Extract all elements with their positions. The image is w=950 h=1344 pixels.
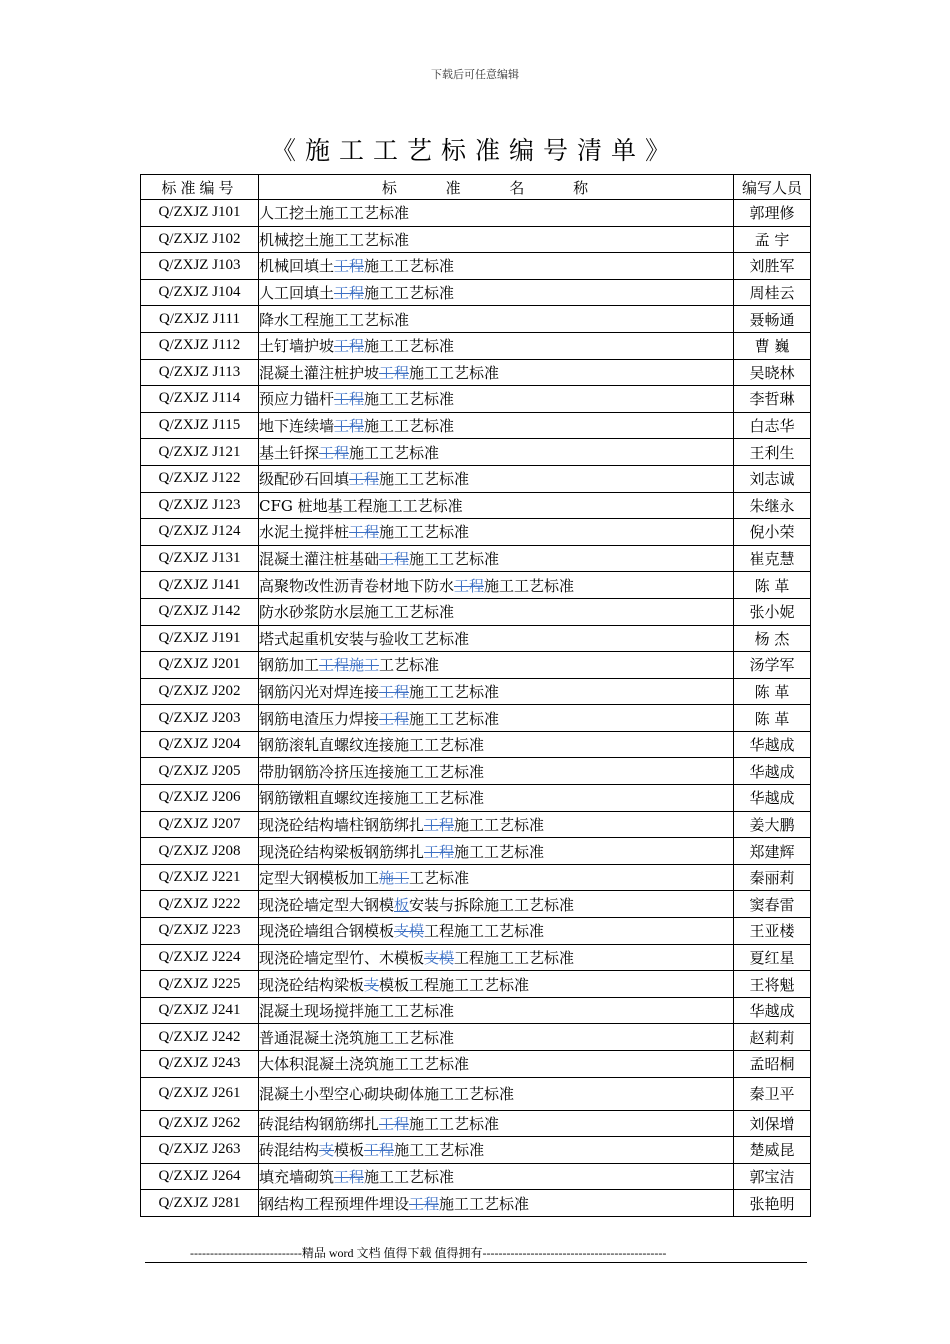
table-row <box>141 1137 811 1164</box>
table-row <box>141 439 811 466</box>
name-text: 模板 <box>334 1141 365 1160</box>
standard-name-cell <box>259 971 734 998</box>
author-cell: 刘志诚 <box>734 465 811 492</box>
deleted-text: 工程施工 <box>319 656 380 675</box>
deleted-text: 工程 <box>424 842 455 861</box>
table-row <box>141 519 811 546</box>
name-text: 施工工艺标准 <box>364 284 455 303</box>
standard-name-cell <box>259 598 734 625</box>
standard-code-cell: Q/ZXJZ J242 <box>141 1024 259 1051</box>
name-text: 定型大钢模板加工 <box>259 869 380 888</box>
name-text: 工程施工工艺标准 <box>424 922 545 941</box>
author-cell: 郭理修 <box>734 200 811 227</box>
table-row <box>141 412 811 439</box>
table-row <box>141 598 811 625</box>
standard-code-cell: Q/ZXJZ J114 <box>141 386 259 413</box>
table-header-row <box>141 175 811 200</box>
table-row <box>141 253 811 280</box>
standard-name-cell <box>259 306 734 333</box>
name-text: 钢筋电渣压力焊接 <box>259 709 380 728</box>
standard-code-cell: Q/ZXJZ J121 <box>141 439 259 466</box>
footer-divider <box>145 1262 807 1263</box>
name-text: 混凝土灌注桩基础 <box>259 550 380 569</box>
standard-name-cell <box>259 918 734 945</box>
name-text: 施工工艺标准 <box>484 576 575 595</box>
name-text: 机械挖土施工工艺标准 <box>259 230 410 249</box>
author-cell: 华越成 <box>734 758 811 785</box>
standard-name-cell <box>259 1024 734 1051</box>
standard-name-cell <box>259 678 734 705</box>
table-row <box>141 279 811 306</box>
name-text: 现浇砼结构梁板 <box>259 975 365 994</box>
standard-code-cell: Q/ZXJZ J131 <box>141 545 259 572</box>
table-row <box>141 572 811 599</box>
standard-code-cell: Q/ZXJZ J261 <box>141 1077 259 1110</box>
standard-code-cell: Q/ZXJZ J123 <box>141 492 259 519</box>
standard-code-cell: Q/ZXJZ J243 <box>141 1051 259 1078</box>
table-row <box>141 625 811 652</box>
table-row <box>141 1110 811 1137</box>
author-cell: 陈 革 <box>734 678 811 705</box>
column-header-name: 标 准 名 称 <box>259 175 734 200</box>
name-text: 施工工艺标准 <box>409 550 500 569</box>
name-text: 砖混结构钢筋绑扎 <box>259 1114 380 1133</box>
standard-code-cell: Q/ZXJZ J204 <box>141 731 259 758</box>
standard-code-cell: Q/ZXJZ J141 <box>141 572 259 599</box>
standard-code-cell: Q/ZXJZ J263 <box>141 1137 259 1164</box>
table-body <box>141 200 811 1217</box>
author-cell: 孟 宇 <box>734 226 811 253</box>
standard-name-cell <box>259 1163 734 1190</box>
name-text: 大体积混凝土浇筑施工工艺标准 <box>259 1055 470 1074</box>
name-text: 机械回填土 <box>259 257 335 276</box>
table-row <box>141 785 811 812</box>
author-cell: 楚威昆 <box>734 1137 811 1164</box>
name-text: CFG 桩地基工程施工工艺标准 <box>259 496 463 515</box>
table-row <box>141 306 811 333</box>
name-text: 施工工艺标准 <box>364 417 455 436</box>
deleted-text: 工程 <box>349 523 380 542</box>
name-text: 施工工艺标准 <box>364 1168 455 1187</box>
deleted-text: 工程 <box>409 1194 440 1213</box>
table-row <box>141 492 811 519</box>
name-text: 现浇砼结构梁板钢筋绑扎 <box>259 842 425 861</box>
table-row <box>141 971 811 998</box>
author-cell: 张艳明 <box>734 1190 811 1217</box>
standard-code-cell: Q/ZXJZ J142 <box>141 598 259 625</box>
name-text: 现浇砼墙组合钢模板 <box>259 922 395 941</box>
author-cell: 秦丽莉 <box>734 864 811 891</box>
standard-name-cell <box>259 864 734 891</box>
table-row <box>141 864 811 891</box>
author-cell: 杨 杰 <box>734 625 811 652</box>
author-cell: 白志华 <box>734 412 811 439</box>
standard-code-cell: Q/ZXJZ J264 <box>141 1163 259 1190</box>
name-text: 模板工程施工工艺标准 <box>379 975 530 994</box>
standard-name-cell <box>259 1077 734 1110</box>
standards-table <box>140 174 811 1217</box>
author-cell: 陈 革 <box>734 572 811 599</box>
table-row <box>141 1024 811 1051</box>
standard-name-cell <box>259 1137 734 1164</box>
deleted-text: 工程 <box>334 417 365 436</box>
name-text: 现浇砼结构墙柱钢筋绑扎 <box>259 815 425 834</box>
author-cell: 王亚楼 <box>734 918 811 945</box>
name-text: 混凝土现场搅拌施工工艺标准 <box>259 1002 455 1021</box>
standard-code-cell: Q/ZXJZ J122 <box>141 465 259 492</box>
table-row <box>141 1077 811 1110</box>
name-text: 施工工艺标准 <box>439 1194 530 1213</box>
name-text: 混凝土小型空心砌块砌体施工工艺标准 <box>259 1085 515 1104</box>
author-cell: 崔克慧 <box>734 545 811 572</box>
table-row <box>141 465 811 492</box>
name-text: 预应力锚杆 <box>259 390 335 409</box>
standard-name-cell <box>259 386 734 413</box>
name-text: 钢筋镦粗直螺纹连接施工工艺标准 <box>259 789 485 808</box>
standard-name-cell <box>259 758 734 785</box>
author-cell: 吴晓林 <box>734 359 811 386</box>
name-text: 施工工艺标准 <box>349 443 440 462</box>
standard-code-cell: Q/ZXJZ J202 <box>141 678 259 705</box>
deleted-text: 工程 <box>379 682 410 701</box>
author-cell: 赵莉莉 <box>734 1024 811 1051</box>
standard-code-cell: Q/ZXJZ J101 <box>141 200 259 227</box>
standard-code-cell: Q/ZXJZ J102 <box>141 226 259 253</box>
inserted-text: 板 <box>394 895 410 914</box>
name-text: 人工挖土施工工艺标准 <box>259 204 410 223</box>
standard-name-cell <box>259 279 734 306</box>
author-cell: 王利生 <box>734 439 811 466</box>
standard-name-cell <box>259 625 734 652</box>
standard-code-cell: Q/ZXJZ J221 <box>141 864 259 891</box>
standard-name-cell <box>259 944 734 971</box>
name-text: 施工工艺标准 <box>364 390 455 409</box>
author-cell: 华越成 <box>734 997 811 1024</box>
deleted-text: 工程 <box>319 443 350 462</box>
name-text: 普通混凝土浇筑施工工艺标准 <box>259 1028 455 1047</box>
standard-name-cell <box>259 412 734 439</box>
table-row <box>141 200 811 227</box>
standard-code-cell: Q/ZXJZ J191 <box>141 625 259 652</box>
standard-code-cell: Q/ZXJZ J281 <box>141 1190 259 1217</box>
standard-code-cell: Q/ZXJZ J262 <box>141 1110 259 1137</box>
standard-code-cell: Q/ZXJZ J205 <box>141 758 259 785</box>
name-text: 施工工艺标准 <box>409 1114 500 1133</box>
name-text: 工艺标准 <box>379 656 440 675</box>
standard-name-cell <box>259 1051 734 1078</box>
header-note: 下载后可任意编辑 <box>431 68 519 81</box>
standard-name-cell <box>259 359 734 386</box>
standard-name-cell <box>259 705 734 732</box>
name-text: 带肋钢筋冷挤压连接施工工艺标准 <box>259 762 485 781</box>
standard-code-cell: Q/ZXJZ J201 <box>141 652 259 679</box>
footer-text: ----------------------------精品 word 文档 值得下载 值得拥有---------------------------------------------- <box>190 1246 667 1260</box>
deleted-text: 工程 <box>424 815 455 834</box>
table-row <box>141 731 811 758</box>
name-text: 施工工艺标准 <box>394 1141 485 1160</box>
deleted-text: 工程 <box>379 550 410 569</box>
name-text: 施工工艺标准 <box>379 523 470 542</box>
author-cell: 郑建辉 <box>734 838 811 865</box>
standard-name-cell <box>259 652 734 679</box>
name-text: 施工工艺标准 <box>364 257 455 276</box>
standard-code-cell: Q/ZXJZ J124 <box>141 519 259 546</box>
standard-code-cell: Q/ZXJZ J207 <box>141 811 259 838</box>
standard-name-cell <box>259 572 734 599</box>
standard-code-cell: Q/ZXJZ J225 <box>141 971 259 998</box>
author-cell: 王将魁 <box>734 971 811 998</box>
table-row <box>141 386 811 413</box>
standard-name-cell <box>259 332 734 359</box>
name-text: 防水砂浆防水层施工工艺标准 <box>259 603 455 622</box>
deleted-text: 工程 <box>334 1168 365 1187</box>
standard-name-cell <box>259 1110 734 1137</box>
deleted-text: 工程 <box>334 257 365 276</box>
standard-name-cell <box>259 465 734 492</box>
deleted-text: 工程 <box>349 470 380 489</box>
table-row <box>141 652 811 679</box>
standard-name-cell <box>259 439 734 466</box>
author-cell: 秦卫平 <box>734 1077 811 1110</box>
table-row <box>141 1051 811 1078</box>
name-text: 现浇砼墙定型竹、木模板 <box>259 948 425 967</box>
author-cell: 聂畅通 <box>734 306 811 333</box>
standard-code-cell: Q/ZXJZ J223 <box>141 918 259 945</box>
name-text: 塔式起重机安装与验收工艺标准 <box>259 629 470 648</box>
deleted-text: 施工 <box>379 869 410 888</box>
deleted-text: 支模 <box>394 922 425 941</box>
standard-code-cell: Q/ZXJZ J112 <box>141 332 259 359</box>
name-text: 施工工艺标准 <box>454 815 545 834</box>
table-row <box>141 1163 811 1190</box>
table-row <box>141 838 811 865</box>
deleted-text: 工程 <box>379 1114 410 1133</box>
name-text: 高聚物改性沥青卷材地下防水 <box>259 576 455 595</box>
name-text: 施工工艺标准 <box>409 363 500 382</box>
table-row <box>141 1190 811 1217</box>
name-text: 工艺标准 <box>409 869 470 888</box>
deleted-text: 工程 <box>379 709 410 728</box>
author-cell: 孟昭桐 <box>734 1051 811 1078</box>
standard-name-cell <box>259 997 734 1024</box>
name-text: 人工回填土 <box>259 284 335 303</box>
deleted-text: 工程 <box>364 1141 395 1160</box>
deleted-text: 工程 <box>334 284 365 303</box>
author-cell: 郭宝洁 <box>734 1163 811 1190</box>
standard-name-cell <box>259 731 734 758</box>
name-text: 钢筋闪光对焊连接 <box>259 682 380 701</box>
name-text: 施工工艺标准 <box>409 682 500 701</box>
deleted-text: 工程 <box>334 337 365 356</box>
name-text: 安装与拆除施工工艺标准 <box>409 895 575 914</box>
author-cell: 倪小荣 <box>734 519 811 546</box>
deleted-text: 工程 <box>454 576 485 595</box>
name-text: 钢筋滚轧直螺纹连接施工工艺标准 <box>259 736 485 755</box>
name-text: 钢结构工程预埋件埋设 <box>259 1194 410 1213</box>
name-text: 施工工艺标准 <box>364 337 455 356</box>
table-row <box>141 705 811 732</box>
author-cell: 华越成 <box>734 731 811 758</box>
author-cell: 曹 巍 <box>734 332 811 359</box>
author-cell: 夏红星 <box>734 944 811 971</box>
standard-code-cell: Q/ZXJZ J113 <box>141 359 259 386</box>
table-row <box>141 918 811 945</box>
standard-code-cell: Q/ZXJZ J208 <box>141 838 259 865</box>
deleted-text: 工程 <box>379 363 410 382</box>
author-cell: 陈 革 <box>734 705 811 732</box>
table-row <box>141 678 811 705</box>
name-text: 施工工艺标准 <box>379 470 470 489</box>
standard-code-cell: Q/ZXJZ J104 <box>141 279 259 306</box>
name-text: 现浇砼墙定型大钢模 <box>259 895 395 914</box>
author-cell: 周桂云 <box>734 279 811 306</box>
standard-code-cell: Q/ZXJZ J206 <box>141 785 259 812</box>
standard-code-cell: Q/ZXJZ J224 <box>141 944 259 971</box>
standard-code-cell: Q/ZXJZ J115 <box>141 412 259 439</box>
standard-name-cell <box>259 200 734 227</box>
author-cell: 张小妮 <box>734 598 811 625</box>
author-cell: 朱继永 <box>734 492 811 519</box>
table-row <box>141 758 811 785</box>
author-cell: 刘保增 <box>734 1110 811 1137</box>
standard-name-cell <box>259 545 734 572</box>
standard-name-cell <box>259 785 734 812</box>
standard-name-cell <box>259 519 734 546</box>
table-row <box>141 944 811 971</box>
standard-name-cell <box>259 811 734 838</box>
table-row <box>141 332 811 359</box>
name-text: 混凝土灌注桩护坡 <box>259 363 380 382</box>
table-row <box>141 891 811 918</box>
standard-name-cell <box>259 891 734 918</box>
name-text: 水泥土搅拌桩 <box>259 523 350 542</box>
standard-name-cell <box>259 838 734 865</box>
name-text: 施工工艺标准 <box>454 842 545 861</box>
author-cell: 刘胜军 <box>734 253 811 280</box>
standard-name-cell <box>259 253 734 280</box>
standard-code-cell: Q/ZXJZ J222 <box>141 891 259 918</box>
page-title: 《施工工艺标准编号清单》 <box>270 136 679 165</box>
table-row <box>141 359 811 386</box>
name-text: 降水工程施工工艺标准 <box>259 310 410 329</box>
standard-name-cell <box>259 1190 734 1217</box>
name-text: 地下连续墙 <box>259 417 335 436</box>
column-header-author: 编写人员 <box>734 175 811 200</box>
name-text: 填充墙砌筑 <box>259 1168 335 1187</box>
table-row <box>141 226 811 253</box>
author-cell: 汤学军 <box>734 652 811 679</box>
standard-code-cell: Q/ZXJZ J203 <box>141 705 259 732</box>
deleted-text: 支 <box>319 1141 335 1160</box>
standard-code-cell: Q/ZXJZ J111 <box>141 306 259 333</box>
author-cell: 李哲琳 <box>734 386 811 413</box>
name-text: 砖混结构 <box>259 1141 320 1160</box>
column-header-code: 标准编号 <box>141 175 259 200</box>
standard-code-cell: Q/ZXJZ J241 <box>141 997 259 1024</box>
table-row <box>141 545 811 572</box>
standard-name-cell <box>259 492 734 519</box>
author-cell: 窦春雷 <box>734 891 811 918</box>
name-text: 施工工艺标准 <box>409 709 500 728</box>
name-text: 钢筋加工 <box>259 656 320 675</box>
author-cell: 华越成 <box>734 785 811 812</box>
deleted-text: 工程 <box>334 390 365 409</box>
author-cell: 姜大鹏 <box>734 811 811 838</box>
standard-code-cell: Q/ZXJZ J103 <box>141 253 259 280</box>
standard-name-cell <box>259 226 734 253</box>
deleted-text: 支 <box>364 975 380 994</box>
name-text: 工程施工工艺标准 <box>454 948 575 967</box>
name-text: 土钉墙护坡 <box>259 337 335 356</box>
table-row <box>141 811 811 838</box>
name-text: 级配砂石回填 <box>259 470 350 489</box>
name-text: 基土钎探 <box>259 443 320 462</box>
deleted-text: 支模 <box>424 948 455 967</box>
table-row <box>141 997 811 1024</box>
